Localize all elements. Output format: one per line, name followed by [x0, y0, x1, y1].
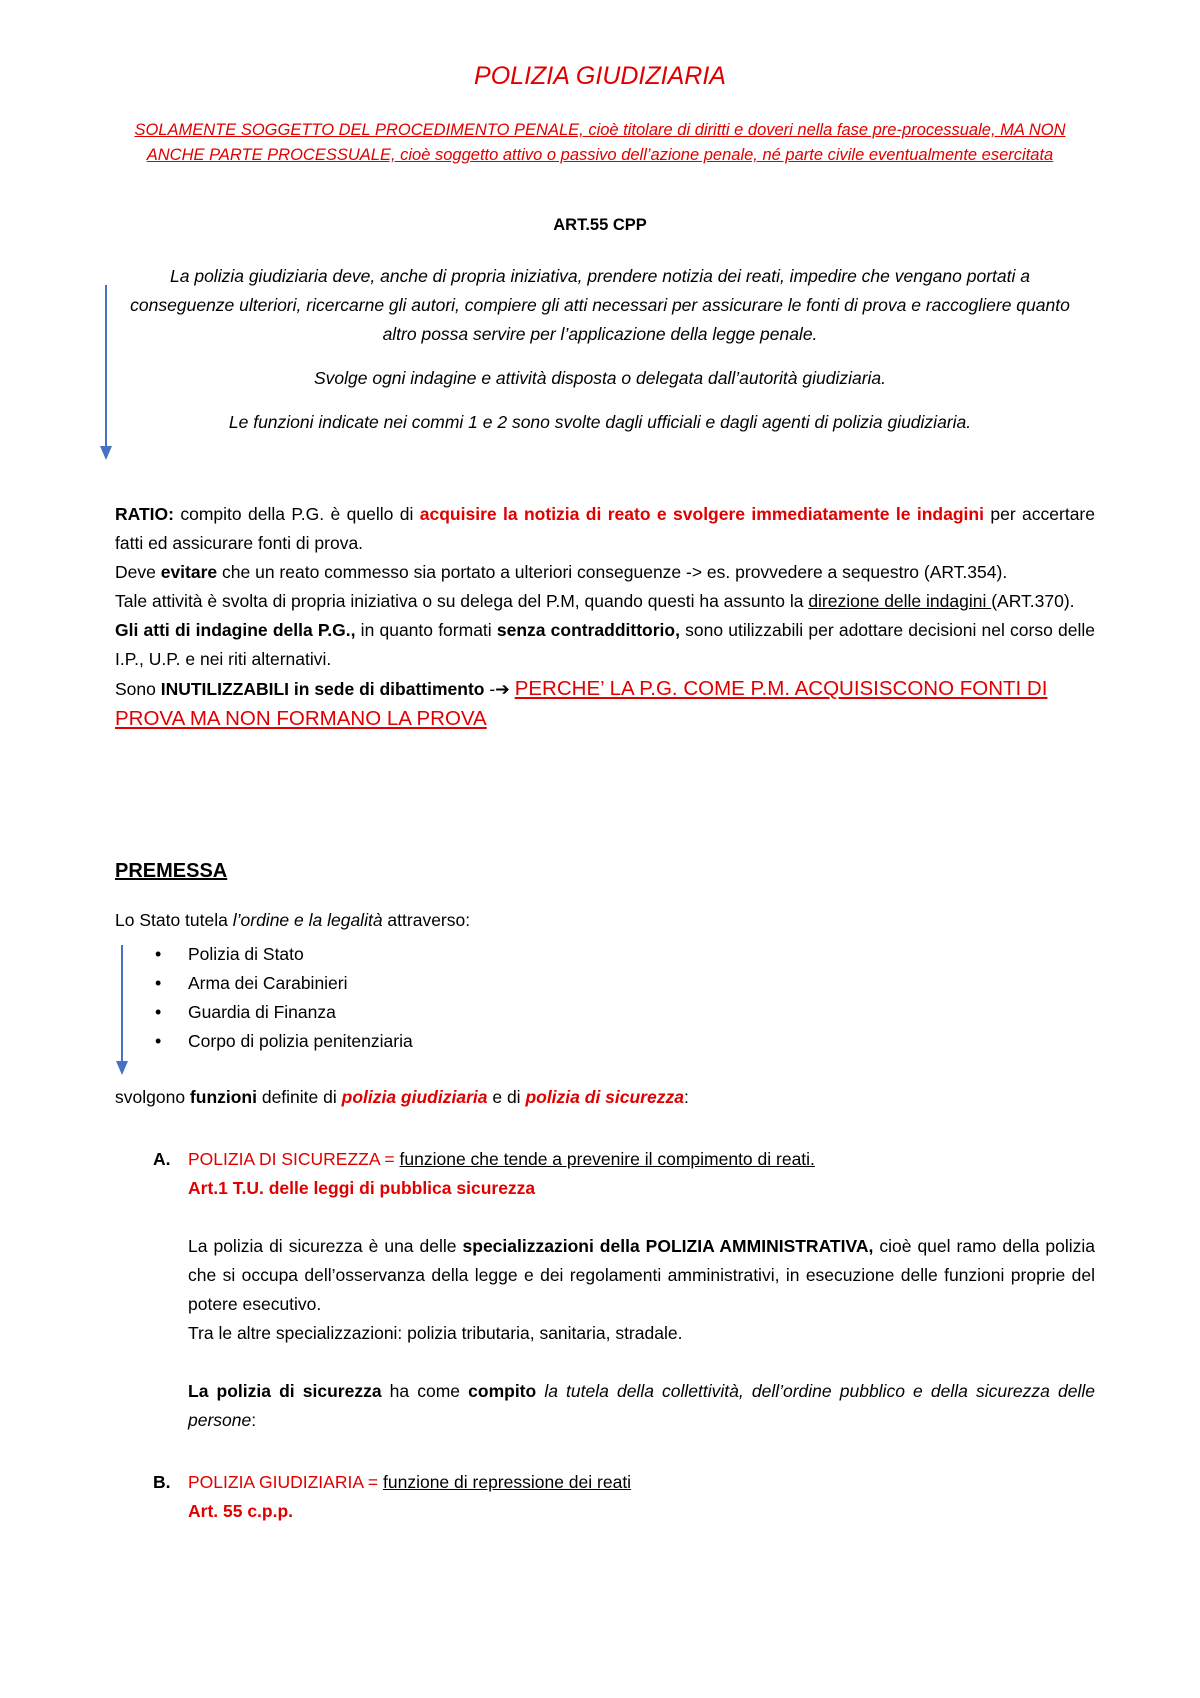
- text: :: [251, 1410, 257, 1430]
- spacer: [188, 1203, 1095, 1232]
- text: Lo Stato tutela: [115, 910, 233, 930]
- spacer: [188, 1348, 1095, 1377]
- ratio-line-1: [115, 500, 1095, 558]
- arrow-glyph: -➔: [484, 679, 515, 699]
- ratio-line-4: [115, 616, 1095, 674]
- text: La polizia di sicurezza: [188, 1381, 382, 1401]
- section-content: [188, 1468, 1095, 1526]
- text: in quanto formati: [355, 620, 497, 640]
- section-letter: B.: [153, 1472, 171, 1492]
- ratio-highlight: acquisire la notizia di reato e svolgere immediatamente le indagini: [419, 504, 984, 524]
- section-reference: Art. 55 c.p.p.: [188, 1501, 294, 1521]
- text: direzione delle indagini: [808, 591, 992, 611]
- down-arrow-icon: [99, 285, 113, 460]
- down-arrow-icon: [115, 945, 129, 1075]
- list-item: • Corpo di polizia penitenziaria: [150, 1027, 413, 1056]
- article-paragraph: La polizia giudiziaria deve, anche di propria iniziativa, prendere notizia dei reati, impedire che vengano portati a conseguenze ulteriori, ricercarne gli autori, compiere gli atti necessari per assicurare le fonti di prova e raccogliere quanto altro possa servire per l’applicazione della legge penale.: [130, 266, 1070, 344]
- premessa-intro: [115, 910, 470, 931]
- page-title: POLIZIA GIUDIZIARIA: [474, 62, 726, 90]
- text: cioè quel ramo della polizia che si occupa dell’osservanza della legge e dei regolamenti amministrativi, in esecuzione delle funzioni proprie del potere esecutivo.: [188, 1236, 1095, 1314]
- text: (ART.370).: [991, 591, 1075, 611]
- text: senza contraddittorio,: [496, 620, 680, 640]
- ratio-label: RATIO:: [115, 504, 174, 524]
- text: ha come: [381, 1381, 469, 1401]
- svolgono-line: [115, 1087, 689, 1108]
- ratio-line-2: [115, 558, 1095, 587]
- section-paragraph: Tra le altre specializzazioni: polizia tributaria, sanitaria, stradale.: [188, 1323, 683, 1343]
- text: definite di: [256, 1087, 342, 1107]
- text: la tutela della collettività, dell’ordine pubblico e della sicurezza delle persone: [188, 1381, 1095, 1430]
- text: attraverso:: [382, 910, 471, 930]
- text: Gli atti di indagine della P.G.,: [115, 620, 356, 640]
- section-a: [115, 1145, 1095, 1435]
- text: funzione che tende a prevenire il compimento di reati.: [399, 1149, 815, 1169]
- text: :: [683, 1087, 689, 1107]
- text: l’ordine e la legalità: [232, 910, 383, 930]
- text: polizia di sicurezza: [525, 1087, 684, 1107]
- text: La polizia di sicurezza è una delle: [188, 1236, 463, 1256]
- subtitle: SOLAMENTE SOGGETTO DEL PROCEDIMENTO PENALE, cioè titolare di diritti e doveri nella fase pre-processuale, MA NON ANCHE PARTE PROCESSUALE, cioè soggetto attivo o passivo dell’azione penale, né parte civile eventualmente esercitata: [134, 121, 1066, 164]
- list-item: • Polizia di Stato: [150, 940, 413, 969]
- text: compito della P.G. è quello di: [173, 504, 420, 524]
- section-content: [188, 1145, 1095, 1435]
- article-paragraph: Svolge ogni indagine e attività disposta o delegata dall’autorità giudiziaria.: [313, 368, 887, 388]
- ratio-line-5: [115, 674, 1095, 734]
- list-item: • Arma dei Carabinieri: [150, 969, 413, 998]
- section-heading: [188, 1145, 1095, 1174]
- text: svolgono: [115, 1087, 190, 1107]
- text: Deve: [115, 562, 161, 582]
- text: polizia giudiziaria: [341, 1087, 488, 1107]
- ratio-conclusion: PERCHE’ LA P.G. COME P.M. ACQUISISCONO FONTI DI PROVA MA NON FORMANO LA PROVA: [115, 677, 1048, 730]
- text: INUTILIZZABILI in sede di dibattimento: [160, 679, 485, 699]
- article-paragraph: Le funzioni indicate nei commi 1 e 2 sono svolte dagli ufficiali e dagli agenti di polizia giudiziaria.: [228, 412, 972, 432]
- section-letter: A.: [153, 1149, 171, 1169]
- text: funzione di repressione dei reati: [383, 1472, 632, 1492]
- text: Tale attività è svolta di propria iniziativa o su delega del P.M, quando questi ha assunto la: [115, 591, 809, 611]
- text: sono utilizzabili per adottare decisioni nel corso delle I.P., U.P. e nei riti alternativi.: [115, 620, 1096, 669]
- article-heading: ART.55 CPP: [553, 216, 647, 234]
- section-reference: Art.1 T.U. delle leggi di pubblica sicurezza: [188, 1178, 536, 1198]
- text: POLIZIA GIUDIZIARIA =: [188, 1472, 379, 1492]
- text: POLIZIA DI SICUREZZA =: [188, 1149, 395, 1169]
- ratio-section: [115, 500, 1095, 734]
- section-heading: [188, 1468, 1095, 1497]
- text: Sono: [115, 679, 161, 699]
- text: compito: [468, 1381, 537, 1401]
- article-text: [120, 262, 1080, 452]
- text: funzioni: [189, 1087, 257, 1107]
- text: specializzazioni della POLIZIA AMMINISTRATIVA,: [462, 1236, 874, 1256]
- section-b: [115, 1468, 1095, 1526]
- bullet-list: [150, 940, 413, 1056]
- text: evitare: [160, 562, 218, 582]
- text: che un reato commesso sia portato a ulteriori conseguenze -> es. provvedere a sequestro (ART.354).: [217, 562, 1008, 582]
- section-paragraph: [188, 1377, 1095, 1435]
- ratio-line-3: [115, 587, 1095, 616]
- list-item: • Guardia di Finanza: [150, 998, 413, 1027]
- text: e di: [487, 1087, 526, 1107]
- text: per accertare fatti ed assicurare fonti di prova.: [115, 504, 1095, 553]
- section-paragraph: [188, 1232, 1095, 1319]
- premessa-heading: PREMESSA: [115, 860, 228, 882]
